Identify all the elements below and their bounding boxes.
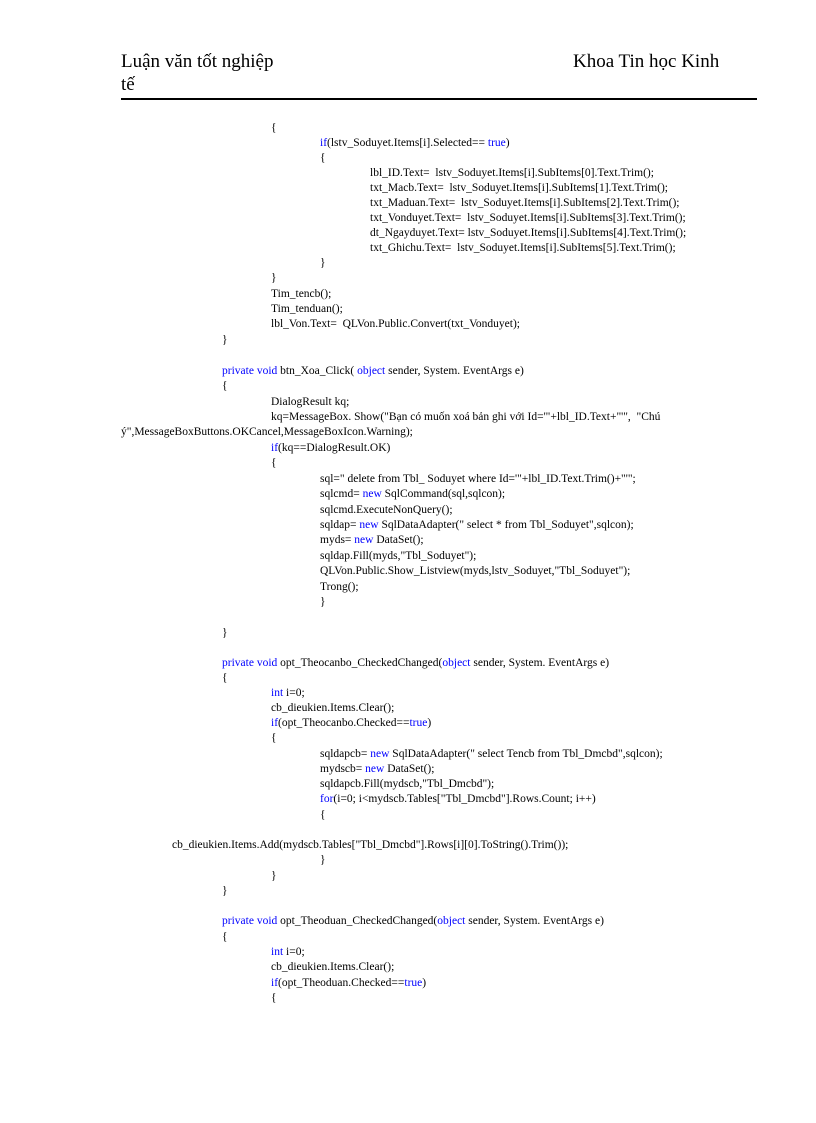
code-text: sqldap= <box>320 519 360 531</box>
code-line <box>271 960 394 974</box>
code-line <box>222 914 604 928</box>
code-line <box>271 976 426 990</box>
code-text: opt_Theocanbo_CheckedChanged( <box>277 657 443 669</box>
code-text: sqldap.Fill(myds,"Tbl_Soduyet"); <box>320 550 477 562</box>
code-text: txt_Vonduyet.Text= lstv_Soduyet.Items[i].SubItems[3].Text.Trim(); <box>370 212 686 224</box>
code-line <box>320 472 636 486</box>
code-text: sender, System. EventArgs e) <box>465 915 604 927</box>
code-text: { <box>320 809 326 821</box>
code-keyword: object <box>357 365 386 377</box>
code-line <box>271 317 520 331</box>
code-keyword: int <box>271 687 284 699</box>
code-line <box>271 395 349 409</box>
code-text: ) <box>505 137 510 149</box>
code-keyword: new <box>354 534 374 546</box>
code-line <box>320 518 634 532</box>
code-line <box>271 302 343 316</box>
code-text: DataSet(); <box>384 763 435 775</box>
code-line <box>320 580 359 594</box>
code-text: i=0; <box>283 687 305 699</box>
code-text: { <box>271 992 277 1004</box>
code-text: { <box>222 931 228 943</box>
code-text: myds= <box>320 534 355 546</box>
code-text: sender, System. EventArgs e) <box>470 657 610 669</box>
code-line <box>370 196 680 210</box>
code-text: cb_dieukien.Items.Clear(); <box>271 961 395 973</box>
code-text: mydscb= <box>320 763 366 775</box>
code-line <box>370 226 686 240</box>
code-line <box>172 838 568 852</box>
code-text: Trong(); <box>320 581 359 593</box>
code-text: cb_dieukien.Items.Clear(); <box>271 702 395 714</box>
code-text: { <box>271 457 277 469</box>
code-text: SqlCommand(sql,sqlcon); <box>381 488 506 500</box>
code-line <box>320 256 326 270</box>
code-text: Tim_tenduan(); <box>271 303 343 315</box>
code-line <box>271 441 390 455</box>
code-text: sqlcmd= <box>320 488 363 500</box>
code-text: DialogResult kq; <box>271 396 350 408</box>
code-line <box>271 121 277 135</box>
code-text: sqlcmd.ExecuteNonQuery(); <box>320 504 453 516</box>
code-text: cb_dieukien.Items.Add(mydscb.Tables["Tbl_Dmcbd"].Rows[i][0].ToString().Trim()); <box>172 839 569 851</box>
code-text: i=0; <box>283 946 305 958</box>
code-line <box>222 364 524 378</box>
code-line <box>222 930 228 944</box>
header-thesis-title-line1: Luận văn tốt nghiệp <box>121 51 274 72</box>
code-line <box>271 945 305 959</box>
code-keyword: true <box>404 977 423 989</box>
code-keyword: private <box>222 657 254 669</box>
code-text: } <box>320 596 326 608</box>
code-line <box>320 792 596 806</box>
code-text: lbl_Von.Text= QLVon.Public.Convert(txt_Vonduyet); <box>271 318 520 330</box>
code-line <box>271 686 305 700</box>
header-faculty: Khoa Tin học Kinh <box>573 51 720 72</box>
code-line <box>222 333 228 347</box>
code-keyword: new <box>362 488 382 500</box>
code-keyword: if <box>320 137 328 149</box>
code-line <box>222 671 228 685</box>
code-text: } <box>222 334 228 346</box>
code-text: opt_Theoduan_CheckedChanged( <box>277 915 438 927</box>
code-keyword: new <box>365 763 385 775</box>
code-line <box>370 211 686 225</box>
code-text: (lstv_Soduyet.Items[i].Selected== <box>327 137 488 149</box>
code-line <box>222 884 228 898</box>
code-line <box>320 808 326 822</box>
code-line <box>271 991 277 1005</box>
code-text: (kq==DialogResult.OK) <box>278 442 391 454</box>
code-text: ý",MessageBoxButtons.OKCancel,MessageBoxIcon.Warning); <box>121 426 413 438</box>
code-line <box>271 456 277 470</box>
code-keyword: true <box>409 717 428 729</box>
code-text: btn_Xoa_Click( <box>277 365 358 377</box>
code-text: SqlDataAdapter(" select Tencb from Tbl_Dmcbd",sqlcon); <box>389 748 663 760</box>
code-keyword: private <box>222 365 254 377</box>
code-text: (i=0; i<mydscb.Tables["Tbl_Dmcbd"].Rows.Count; i++) <box>333 793 596 805</box>
code-text: ) <box>422 977 427 989</box>
code-line <box>320 777 494 791</box>
code-line <box>320 549 476 563</box>
code-text: { <box>222 672 228 684</box>
code-text: sql=" delete from Tbl_ Soduyet where Id='"+lbl_ID.Text.Trim()+"'"; <box>320 473 636 485</box>
code-line <box>121 425 413 439</box>
code-text: ) <box>427 717 432 729</box>
code-keyword: true <box>487 137 506 149</box>
code-keyword: object <box>437 915 466 927</box>
code-text: } <box>222 627 228 639</box>
code-keyword: if <box>271 977 279 989</box>
code-text: txt_Maduan.Text= lstv_Soduyet.Items[i].SubItems[2].Text.Trim(); <box>370 197 680 209</box>
code-text: SqlDataAdapter(" select * from Tbl_Soduyet",sqlcon); <box>378 519 634 531</box>
code-text: txt_Ghichu.Text= lstv_Soduyet.Items[i].SubItems[5].Text.Trim(); <box>370 242 676 254</box>
code-keyword: void <box>256 915 278 927</box>
code-text: { <box>271 732 277 744</box>
code-line <box>320 487 505 501</box>
code-text: } <box>222 885 228 897</box>
code-line <box>320 533 424 547</box>
code-text: kq=MessageBox. Show("Bạn có muốn xoá bản ghi với Id='"+lbl_ID.Text+"'", "Chú <box>271 411 661 423</box>
code-line <box>320 595 326 609</box>
code-line <box>320 564 630 578</box>
code-line <box>271 716 431 730</box>
code-text: { <box>271 122 277 134</box>
code-text: } <box>320 257 326 269</box>
code-keyword: if <box>271 717 279 729</box>
code-text: (opt_Theoduan.Checked== <box>278 977 405 989</box>
code-line <box>271 869 277 883</box>
code-line <box>320 151 326 165</box>
code-line <box>222 656 609 670</box>
code-text: Tim_tencb(); <box>271 288 332 300</box>
code-text: lbl_ID.Text= lstv_Soduyet.Items[i].SubItems[0].Text.Trim(); <box>370 167 654 179</box>
code-line <box>222 626 228 640</box>
code-text: sqldapcb.Fill(mydscb,"Tbl_Dmcbd"); <box>320 778 495 790</box>
code-text: { <box>320 152 326 164</box>
code-line <box>271 410 660 424</box>
code-text: txt_Macb.Text= lstv_Soduyet.Items[i].SubItems[1].Text.Trim(); <box>370 182 668 194</box>
code-text: } <box>271 272 277 284</box>
code-line <box>320 136 510 150</box>
code-text: sqldapcb= <box>320 748 371 760</box>
code-line <box>222 379 228 393</box>
code-line <box>370 181 668 195</box>
header-thesis-title-line2: tế <box>121 74 135 95</box>
code-text: sender, System. EventArgs e) <box>385 365 524 377</box>
code-keyword: new <box>359 519 379 531</box>
code-line <box>320 853 326 867</box>
code-keyword: new <box>370 748 390 760</box>
code-text: QLVon.Public.Show_Listview(myds,lstv_Soduyet,"Tbl_Soduyet"); <box>320 565 631 577</box>
code-line <box>271 287 331 301</box>
code-text: dt_Ngayduyet.Text= lstv_Soduyet.Items[i].SubItems[4].Text.Trim(); <box>370 227 687 239</box>
code-keyword: int <box>271 946 284 958</box>
code-line <box>370 241 676 255</box>
code-line <box>320 503 453 517</box>
code-keyword: for <box>320 793 334 805</box>
code-keyword: void <box>256 657 278 669</box>
code-text: DataSet(); <box>373 534 424 546</box>
code-text: { <box>222 380 228 392</box>
code-line <box>320 747 663 761</box>
code-text: (opt_Theocanbo.Checked== <box>278 717 410 729</box>
code-keyword: object <box>442 657 471 669</box>
code-line <box>370 166 654 180</box>
code-line <box>271 701 394 715</box>
code-keyword: if <box>271 442 279 454</box>
code-line <box>320 762 434 776</box>
code-line <box>271 731 277 745</box>
code-text: } <box>320 854 326 866</box>
code-text: } <box>271 870 277 882</box>
code-keyword: private <box>222 915 254 927</box>
code-line <box>271 271 277 285</box>
code-keyword: void <box>256 365 278 377</box>
